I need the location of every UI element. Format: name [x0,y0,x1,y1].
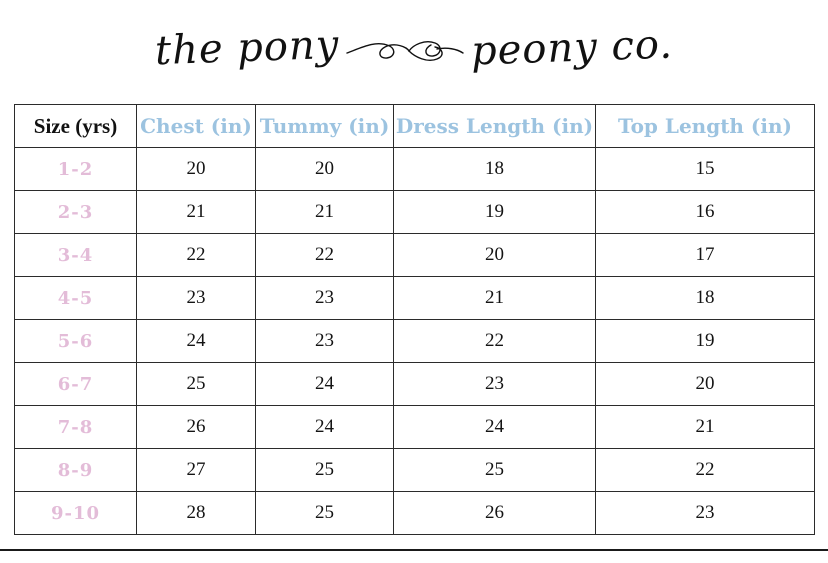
table-row [15,191,815,234]
cell-dress-length: 19 [394,191,596,234]
cell-top-length: 17 [596,234,815,277]
table-row [15,363,815,406]
cell-chest: 27 [137,449,256,492]
cell-chest: 21 [137,191,256,234]
cell-dress-length: 22 [394,320,596,363]
cell-size: 4-5 [15,277,137,320]
column-header-top-length: Top Length (in) [596,105,815,148]
cell-tummy: 25 [256,492,394,535]
column-header-chest: Chest (in) [137,105,256,148]
cell-top-length: 22 [596,449,815,492]
column-header-size: Size (yrs) [15,105,137,148]
table-row [15,234,815,277]
cell-tummy: 21 [256,191,394,234]
brand-text-left: the pony [154,21,340,75]
cell-size: 9-10 [15,492,137,535]
cell-size: 7-8 [15,406,137,449]
cell-tummy: 23 [256,277,394,320]
cell-tummy: 25 [256,449,394,492]
brand-logo [0,0,828,96]
bottom-divider [0,549,828,551]
table-row [15,148,815,191]
size-chart-wrapper [14,104,814,535]
cell-size: 3-4 [15,234,137,277]
cell-dress-length: 21 [394,277,596,320]
cell-tummy: 24 [256,406,394,449]
cell-size: 6-7 [15,363,137,406]
table-row [15,406,815,449]
cell-top-length: 18 [596,277,815,320]
cell-tummy: 20 [256,148,394,191]
cell-chest: 25 [137,363,256,406]
cell-tummy: 23 [256,320,394,363]
column-header-tummy: Tummy (in) [256,105,394,148]
heart-flourish-icon [345,27,465,73]
cell-chest: 28 [137,492,256,535]
cell-tummy: 22 [256,234,394,277]
cell-top-length: 21 [596,406,815,449]
cell-top-length: 15 [596,148,815,191]
cell-dress-length: 20 [394,234,596,277]
cell-size: 5-6 [15,320,137,363]
cell-top-length: 20 [596,363,815,406]
column-header-dress-length: Dress Length (in) [394,105,596,148]
cell-dress-length: 23 [394,363,596,406]
size-chart-table [14,104,815,535]
cell-chest: 22 [137,234,256,277]
cell-chest: 26 [137,406,256,449]
cell-dress-length: 25 [394,449,596,492]
cell-size: 2-3 [15,191,137,234]
cell-top-length: 19 [596,320,815,363]
table-row [15,492,815,535]
cell-top-length: 23 [596,492,815,535]
cell-chest: 24 [137,320,256,363]
cell-dress-length: 26 [394,492,596,535]
table-header-row [15,105,815,148]
cell-size: 1-2 [15,148,137,191]
cell-dress-length: 18 [394,148,596,191]
cell-tummy: 24 [256,363,394,406]
cell-dress-length: 24 [394,406,596,449]
cell-size: 8-9 [15,449,137,492]
table-row [15,449,815,492]
cell-top-length: 16 [596,191,815,234]
cell-chest: 23 [137,277,256,320]
brand-text-right: peony co. [470,21,674,75]
cell-chest: 20 [137,148,256,191]
table-row [15,320,815,363]
table-row [15,277,815,320]
